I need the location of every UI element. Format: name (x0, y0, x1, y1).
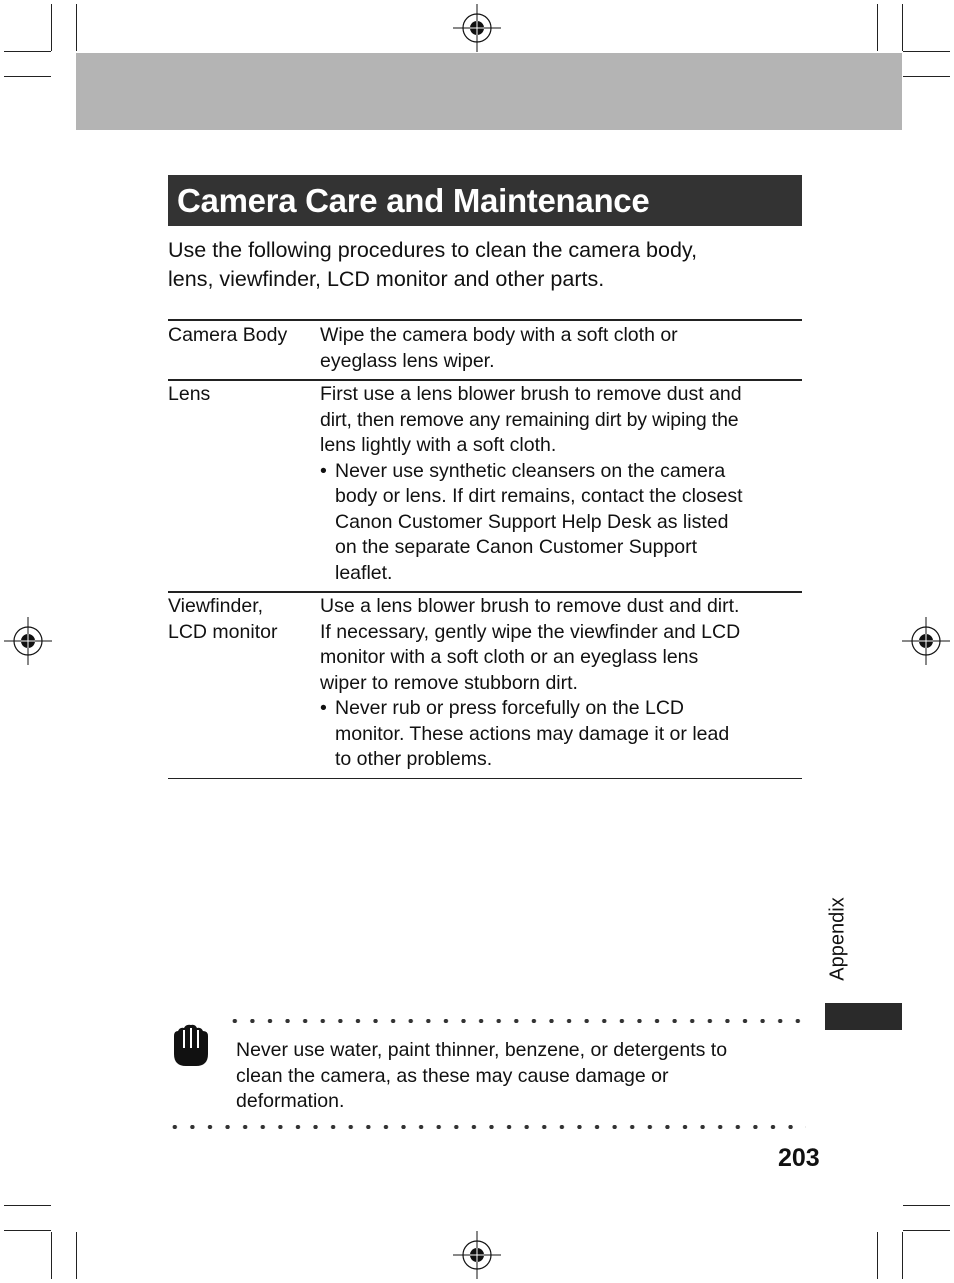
bullet-marker: • (320, 459, 327, 482)
crop-mark (4, 1230, 51, 1231)
crop-mark (903, 76, 950, 77)
part-name: Viewfinder, (168, 595, 264, 617)
crop-mark (51, 4, 52, 51)
crop-mark (903, 1230, 950, 1231)
caution-hand-icon (168, 1022, 214, 1068)
side-tab-text: Appendix (826, 897, 849, 981)
title-bar (168, 175, 802, 226)
description-line: dirt, then remove any remaining dirt by wiping the (320, 408, 739, 431)
intro-paragraph (168, 236, 808, 294)
crop-mark (902, 1232, 903, 1279)
description (320, 323, 802, 374)
description-line: If necessary, gently wipe the viewfinder and LCD (320, 620, 741, 643)
caution-line: deformation. (236, 1090, 345, 1112)
page-title: Camera Care and Maintenance (177, 182, 650, 219)
registration-mark-icon (902, 617, 950, 665)
crop-mark (877, 1232, 878, 1279)
dotted-rule-top (226, 1019, 806, 1023)
crop-mark (903, 1205, 950, 1206)
part-cell (168, 320, 320, 380)
side-tab-marker (825, 1003, 902, 1030)
intro-line: Use the following procedures to clean the camera body, (168, 238, 698, 262)
bullet-line: on the separate Canon Customer Support (335, 536, 698, 558)
header-band (76, 53, 902, 130)
part-name: LCD monitor (168, 620, 278, 643)
page-number: 203 (778, 1144, 820, 1172)
bullet-line: body or lens. If dirt remains, contact the closest (335, 485, 743, 507)
registration-mark-icon (453, 4, 501, 52)
table-row-camera-body (168, 320, 802, 380)
dotted-rule-bottom (166, 1125, 806, 1129)
bullet-line: to other problems. (335, 748, 493, 770)
crop-mark (76, 4, 77, 51)
caution-text (236, 1038, 806, 1115)
crop-mark (4, 51, 51, 52)
bullet-line: leaflet. (335, 561, 393, 584)
intro-line: lens, viewfinder, LCD monitor and other parts. (168, 267, 605, 291)
description-line: lens lightly with a soft cloth. (320, 434, 557, 456)
bullet-note (320, 459, 802, 587)
crop-mark (903, 51, 950, 52)
crop-mark (76, 1232, 77, 1279)
bullet-line: Never use synthetic cleansers on the camera (335, 459, 726, 482)
table-row-viewfinder-lcd (168, 592, 802, 778)
part-cell (168, 592, 320, 778)
crop-mark (877, 4, 878, 51)
bullet-note (320, 696, 802, 773)
caution-line: clean the camera, as these may cause damage or (236, 1064, 669, 1087)
side-tab-label (825, 880, 851, 998)
description-cell (320, 592, 802, 778)
bullet-line: Never rub or press forcefully on the LCD (335, 697, 684, 719)
registration-mark-icon (4, 617, 52, 665)
table-row-lens (168, 380, 802, 592)
crop-mark (4, 76, 51, 77)
bullet-text (335, 696, 729, 773)
registration-mark-icon (453, 1231, 501, 1279)
description-line: First use a lens blower brush to remove dust and (320, 383, 742, 405)
bullet-line: monitor. These actions may damage it or lead (335, 722, 730, 745)
description-cell (320, 320, 802, 380)
crop-mark (902, 4, 903, 51)
description-line: wiper to remove stubborn dirt. (320, 671, 578, 694)
part-name: Lens (168, 383, 211, 405)
crop-mark (4, 1205, 51, 1206)
description-line: monitor with a soft cloth or an eyeglass lens (320, 646, 699, 668)
part-name: Camera Body (168, 324, 288, 346)
bullet-marker: • (320, 697, 327, 719)
description-cell (320, 380, 802, 592)
description-line: eyeglass lens wiper. (320, 349, 495, 372)
crop-mark (51, 1232, 52, 1279)
care-table (168, 319, 802, 779)
bullet-line: Canon Customer Support Help Desk as listed (335, 510, 729, 533)
caution-line: Never use water, paint thinner, benzene, or detergents to (236, 1039, 728, 1061)
description-line: Use a lens blower brush to remove dust and dirt. (320, 595, 740, 617)
part-cell (168, 380, 320, 592)
description (320, 382, 802, 459)
description-line: Wipe the camera body with a soft cloth or (320, 324, 678, 346)
bullet-text (335, 459, 743, 587)
description (320, 594, 802, 696)
